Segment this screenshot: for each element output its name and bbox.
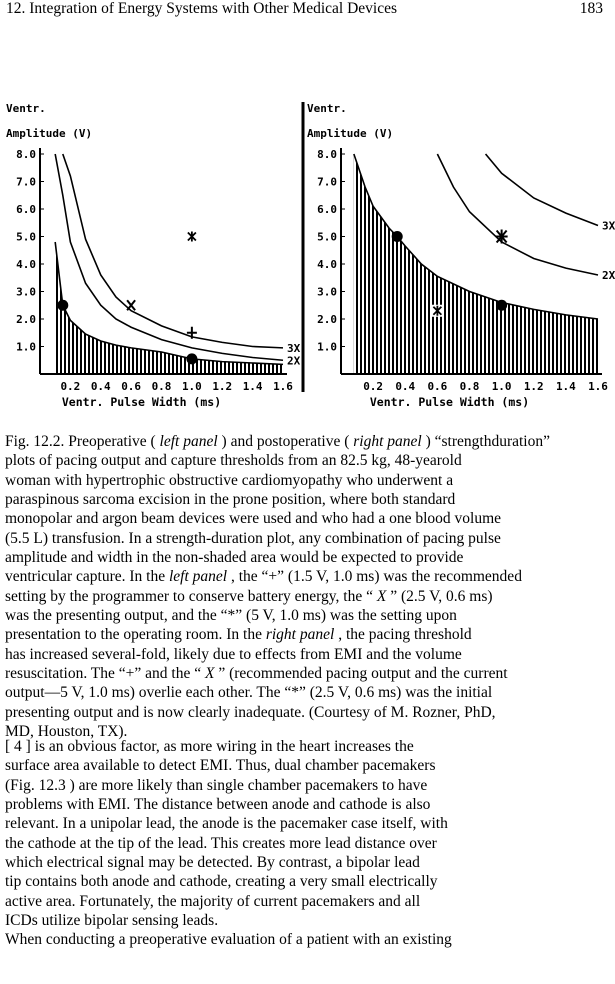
y-tick-label: 1.0 xyxy=(16,340,36,354)
figure-12-2 xyxy=(0,92,615,422)
y-tick-label: 5.0 xyxy=(16,230,36,244)
y-tick-label: 6.0 xyxy=(16,203,36,216)
threshold-dot-marker xyxy=(496,300,507,311)
y-tick-label: 3.0 xyxy=(317,285,337,299)
running-header xyxy=(6,0,603,20)
y-axis-label-line2: Amplitude (V) xyxy=(6,127,93,140)
y-tick-label: 2.0 xyxy=(317,313,337,326)
x-tick-label: 0.8 xyxy=(459,380,480,393)
x-tick-label: 1.4 xyxy=(555,380,576,393)
series-label-2x: 2X xyxy=(602,269,615,282)
x-tick-label: 1.0 xyxy=(181,380,202,393)
x-tick-label: 1.2 xyxy=(523,380,544,393)
y-axis-label-line1: Ventr. xyxy=(6,102,46,115)
threshold-dot-marker xyxy=(392,231,403,242)
x-tick-label: 0.2 xyxy=(363,380,384,393)
y-tick-label: 2.0 xyxy=(16,313,36,326)
y-tick-label: 5.0 xyxy=(317,230,337,244)
x-axis-label: Ventr. Pulse Width (ms) xyxy=(369,395,530,409)
x-tick-label: 0.6 xyxy=(427,380,448,393)
y-tick-label: 4.0 xyxy=(16,258,36,271)
x-tick-label: 1.2 xyxy=(212,380,233,393)
curve-2x xyxy=(437,154,598,275)
x-marker xyxy=(127,300,135,310)
y-tick-label: 8.0 xyxy=(16,148,36,161)
figure-caption: Fig. 12.2. Preoperative ( left panel ) and postoperative ( right panel ) “strengthduration” plots of pacing output and capture thresholds from an 82.5 kg, 48-yearold woman with hypertrophic obstructive cardiomyopathy who underwent a paraspinous sarcoma excision in the prone position, where both standard monopolar and argon beam devices were used and who had a one blood volume (5.5 L) transfusion. In a strength-duration plot, any combination of pacing pulse amplitude and width in the non-shaded area would be expected to provide ventricular capture. In the left panel , the “+” (1.5 V, 1.0 ms) was the recommended setting by the programmer to conserve battery energy, the “ X ” (2.5 V, 0.6 ms) was the presenting output, and the “*” (5 V, 1.0 ms) was the setting upon presentation to the operating room. In the right panel , the pacing threshold has increased several-fold, likely due to effects from EMI and the volume resuscitation. The “+” and the “ X ” (recommended pacing output and the current output—5 V, 1.0 ms) overlie each other. The “*” (2.5 V, 0.6 ms) was the initial presenting output and is now clearly inadequate. (Courtesy of M. Rozner, PhD, MD, Houston, TX). xyxy=(5,433,550,741)
y-axis-label-line1: Ventr. xyxy=(307,102,347,115)
y-tick-label: 8.0 xyxy=(317,148,337,161)
x-plus-overlap-marker xyxy=(496,230,508,244)
page-number: 183 xyxy=(579,0,603,17)
curve-3x xyxy=(486,154,598,226)
threshold-dot-marker xyxy=(57,300,68,311)
series-label-3x: 3X xyxy=(287,341,301,355)
strength-duration-plots xyxy=(0,92,615,422)
x-tick-label: 0.4 xyxy=(395,380,416,393)
y-tick-label: 7.0 xyxy=(16,175,36,189)
x-tick-label: 1.6 xyxy=(588,380,608,393)
y-tick-label: 7.0 xyxy=(317,175,337,189)
x-tick-label: 0.4 xyxy=(90,380,111,393)
series-label-2x: 2X xyxy=(287,354,301,368)
x-tick-label: 1.4 xyxy=(242,380,263,393)
left-panel-chart xyxy=(6,102,301,409)
threshold-dot-marker xyxy=(186,353,197,364)
y-tick-label: 6.0 xyxy=(317,203,337,216)
y-tick-label: 4.0 xyxy=(317,258,337,271)
y-tick-label: 3.0 xyxy=(16,285,36,299)
x-axis-label: Ventr. Pulse Width (ms) xyxy=(61,395,222,409)
x-tick-label: 0.8 xyxy=(151,380,172,393)
curve-3x xyxy=(63,154,283,348)
right-panel-chart xyxy=(307,102,615,409)
y-tick-label: 1.0 xyxy=(317,340,337,354)
y-axis-label-line2: Amplitude (V) xyxy=(307,127,394,140)
x-tick-label: 1.6 xyxy=(273,380,293,393)
body-text: [ 4 ] is an obvious factor, as more wiring in the heart increases the surface area available to detect EMI. Thus, dual chamber pacemakers (Fig. 12.3 ) are more likely than single chamber pacemakers to have problems with EMI. The distance between anode and cathode is also relevant. In a unipolar lead, the anode is the pacemaker case itself, with the cathode at the tip of the lead. This creates more lead distance over which electrical signal may be detected. By contrast, a bipolar lead tip contains both anode and cathode, creating a very small electrically active area. Fortunately, the majority of current pacemakers and all ICDs utilize bipolar sensing leads. When conducting a preoperative evaluation of a patient with an existing xyxy=(5,738,452,949)
x-tick-label: 1.0 xyxy=(491,380,512,393)
x-tick-label: 0.2 xyxy=(60,380,81,393)
running-title: 12. Integration of Energy Systems with Other Medical Devices xyxy=(6,0,397,17)
x-tick-label: 0.6 xyxy=(121,380,142,393)
series-label-3x: 3X xyxy=(602,219,615,233)
shaded-capture-region xyxy=(354,154,598,374)
